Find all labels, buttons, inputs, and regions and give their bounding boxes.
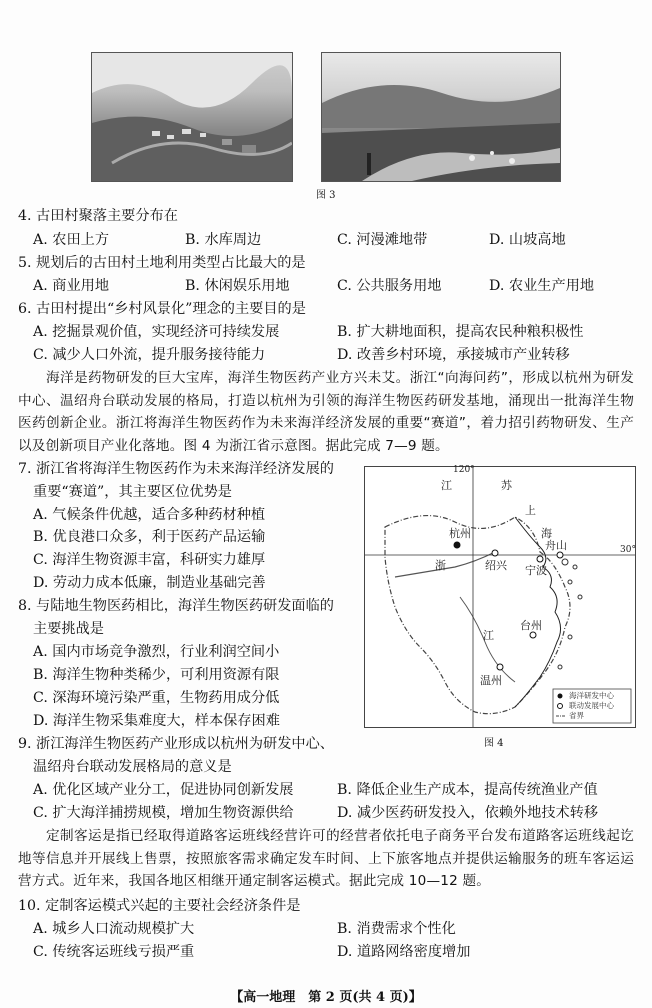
question-7-option-b: B. 优良港口众多，利于医药产品运输: [33, 529, 266, 545]
question-5-option-c: C. 公共服务用地: [337, 278, 442, 294]
map-label-jiang-north: 江: [441, 479, 452, 492]
figure4-caption: 图 4: [484, 738, 504, 749]
question-7-stem-line2: 重要“赛道”，其主要区位优势是: [33, 484, 232, 500]
question-10-option-c: C. 传统客运班线亏损严重: [33, 944, 195, 960]
map-city-ningbo: 宁波: [525, 564, 547, 577]
question-5-option-a: A. 商业用地: [33, 278, 110, 294]
map-city-hangzhou: 杭州: [449, 527, 471, 540]
question-9-option-d: D. 减少医药研发投入，依赖外地技术转移: [337, 805, 599, 821]
question-7-stem-line1: 7. 浙江省将海洋生物医药作为未来海洋经济发展的: [18, 461, 334, 477]
map-legend-linked-center: 联动发展中心: [569, 701, 614, 710]
zhejiang-map-drawing: [365, 467, 635, 727]
question-5-option-b: B. 休闲娱乐用地: [185, 278, 290, 294]
question-6-stem: 6. 古田村提出“乡村风景化”理念的主要目的是: [18, 301, 306, 317]
question-9-option-b: B. 降低企业生产成本，提高传统渔业产值: [337, 782, 598, 798]
question-8-option-c: C. 深海环境污染严重，生物药用成分低: [33, 690, 280, 706]
map-legend-research-center: 海洋研发中心: [569, 691, 614, 700]
question-10-option-b: B. 消费需求个性化: [337, 921, 456, 937]
question-7-option-d: D. 劳动力成本低廉，制造业基础完善: [33, 575, 266, 591]
question-10-option-d: D. 道路网络密度增加: [337, 944, 471, 960]
question-4-stem: 4. 古田村聚落主要分布在: [18, 208, 178, 224]
question-5-option-d: D. 农业生产用地: [489, 278, 595, 294]
question-8-stem-line1: 8. 与陆地生物医药相比，海洋生物医药研发面临的: [18, 598, 334, 614]
map-latitude-label: 30°: [620, 545, 636, 555]
question-9-option-a: A. 优化区域产业分工，促进协同创新发展: [33, 782, 294, 798]
map-label-shang: 上: [525, 504, 536, 517]
map-city-wenzhou: 温州: [480, 674, 502, 687]
question-8-option-d: D. 海洋生物采集难度大，样本保存困难: [33, 713, 280, 729]
question-9-stem-line1: 9. 浙江海洋生物医药产业形成以杭州为研发中心、: [18, 736, 334, 752]
map-legend-provincial-border: 省界: [569, 711, 584, 720]
question-8-option-b: B. 海洋生物种类稀少，可利用资源有限: [33, 667, 280, 683]
figure3-caption: 图 3: [316, 190, 336, 201]
map-label-zhe: 浙: [435, 559, 446, 572]
question-4-option-b: B. 水库周边: [185, 232, 262, 248]
question-4-option-a: A. 农田上方: [33, 232, 110, 248]
question-8-stem-line2: 主要挑战是: [33, 621, 104, 637]
riverside-landscape-image: [322, 53, 560, 181]
question-6-option-b: B. 扩大耕地面积，提高农民种粮积极性: [337, 324, 584, 340]
question-5-stem: 5. 规划后的古田村土地利用类型占比最大的是: [18, 255, 306, 271]
question-9-option-c: C. 扩大海洋捕捞规模，增加生物资源供给: [33, 805, 294, 821]
passage-customized-transport: 定制客运是指已经取得道路客运班线经营许可的经营者依托电子商务平台发布道路客运班线起讫地等信息并开展线上售票，按照旅客需求确定发车时间、上下旅客地点并提供运输服务的班车客运运营方式。近年来，我国各地区相继开通定制客运模式。据此完成 10—12 题。: [18, 828, 634, 890]
question-7-option-c: C. 海洋生物资源丰富，科研实力雄厚: [33, 552, 266, 568]
question-9-stem-line2: 温绍舟台联动发展格局的意义是: [33, 759, 232, 775]
question-6-option-c: C. 减少人口外流，提升服务接待能力: [33, 347, 266, 363]
question-6-option-a: A. 挖掘景观价值，实现经济可持续发展: [33, 324, 280, 340]
question-8-option-a: A. 国内市场竞争激烈，行业利润空间小: [33, 644, 280, 660]
map-label-hai: 海: [541, 527, 552, 540]
question-10-option-a: A. 城乡人口流动规模扩大: [33, 921, 195, 937]
figure4-zhejiang-map: [364, 466, 636, 728]
question-6-option-d: D. 改善乡村环境，承接城市产业转移: [337, 347, 570, 363]
map-city-shaoxing: 绍兴: [485, 559, 507, 572]
figure3-photo-aerial: [91, 52, 293, 182]
page-footer: 【高一地理 第 2 页(共 4 页)】: [230, 990, 422, 1005]
map-label-jiang-south: 江: [483, 629, 494, 642]
map-city-zhoushan: 舟山: [545, 539, 567, 552]
map-longitude-label: 120°: [453, 465, 475, 475]
question-4-option-c: C. 河漫滩地带: [337, 232, 428, 248]
question-4-option-d: D. 山坡高地: [489, 232, 566, 248]
figure3-photo-riverside: [321, 52, 561, 182]
passage-marine-biomedicine: 海洋是药物研发的巨大宝库，海洋生物医药产业方兴未艾。浙江“向海问药”，形成以杭州为研发中心、温绍舟台联动发展的格局，打造以杭州为引领的海洋生物医药研发基地，涌现出一批海洋生物医药创新企业。浙江将海洋生物医药作为未来海洋经济发展的重要“赛道”，着力招引药物研发、生产以及创新项目产业化落地。图 4 为浙江省示意图。据此完成 7—9 题。: [18, 370, 634, 454]
question-10-stem: 10. 定制客运模式兴起的主要社会经济条件是: [18, 898, 301, 914]
map-city-taizhou: 台州: [520, 619, 542, 632]
map-label-su: 苏: [501, 479, 512, 492]
question-7-option-a: A. 气候条件优越，适合多种药材种植: [33, 507, 266, 523]
aerial-village-image: [92, 53, 292, 181]
